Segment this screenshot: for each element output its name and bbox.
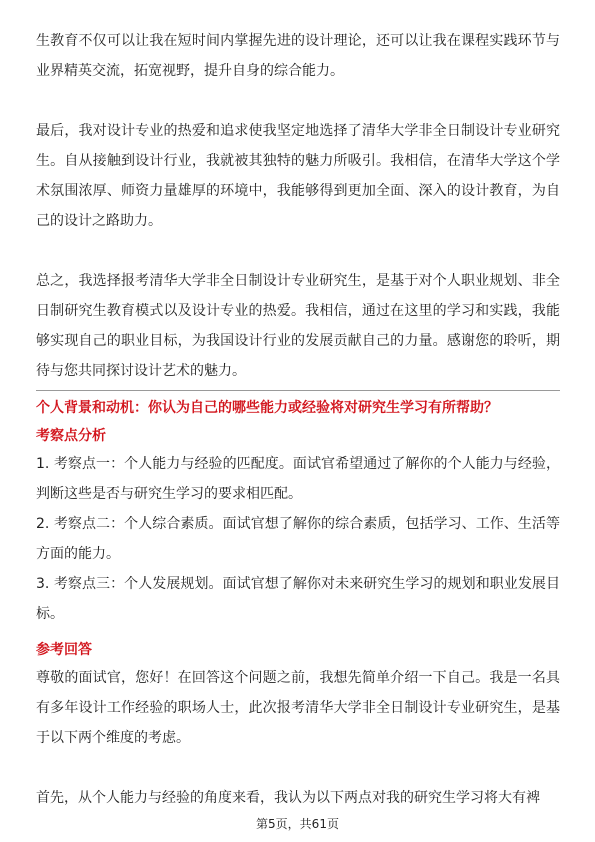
answer-paragraph: 首先，从个人能力与经验的角度来看，我认为以下两点对我的研究生学习将大有裨 xyxy=(36,790,540,806)
answer-heading: 参考回答 xyxy=(36,642,92,658)
paragraph-gap xyxy=(36,753,560,783)
paragraph-gap xyxy=(36,236,560,266)
analysis-heading: 考察点分析 xyxy=(36,428,106,444)
analysis-item: 3. 考察点三：个人发展规划。面试官想了解你对未来研究生学习的规划和职业发展目标。 xyxy=(36,576,560,622)
paragraph-continuation: 生教育不仅可以让我在短时间内掌握先进的设计理论，还可以让我在课程实践环节与业界精英交流，拓宽视野，提升自身的综合能力。 xyxy=(36,33,560,79)
question-heading: 个人背景和动机：你认为自己的哪些能力或经验将对研究生学习有所帮助？ xyxy=(36,400,498,416)
paragraph-conclusion: 总之，我选择报考清华大学非全日制设计专业研究生，是基于对个人职业规划、非全日制研究生教育模式以及设计专业的热爱。我相信，通过在这里的学习和实践，我能够实现自己的职业目标，为我国设计行业的发展贡献自己的力量。感谢您的聆听，期待与您共同探讨设计艺术的魅力。 xyxy=(36,273,560,379)
answer-paragraph: 尊敬的面试官，您好！在回答这个问题之前，我想先简单介绍一下自己。我是一名具有多年设计工作经验的职场人士，此次报考清华大学非全日制设计专业研究生，是基于以下两个维度的考虑。 xyxy=(36,670,560,746)
section-divider xyxy=(36,390,560,391)
analysis-item: 1. 考察点一：个人能力与经验的匹配度。面试官希望通过了解你的个人能力与经验，判断这些是否与研究生学习的要求相匹配。 xyxy=(36,456,560,502)
analysis-list xyxy=(36,449,560,629)
analysis-item: 2. 考察点二：个人综合素质。面试官想了解你的综合素质，包括学习、工作、生活等方面的能力。 xyxy=(36,516,560,562)
paragraph-finally: 最后，我对设计专业的热爱和追求使我坚定地选择了清华大学非全日制设计专业研究生。自从接触到设计行业，我就被其独特的魅力所吸引。我相信，在清华大学这个学术氛围浓厚、师资力量雄厚的环境中，我能够得到更加全面、深入的设计教育，为自己的设计之路助力。 xyxy=(36,123,560,229)
paragraph-gap xyxy=(36,86,560,116)
page-number-footer: 第5页，共61页 xyxy=(256,817,339,831)
page-content xyxy=(36,26,560,813)
